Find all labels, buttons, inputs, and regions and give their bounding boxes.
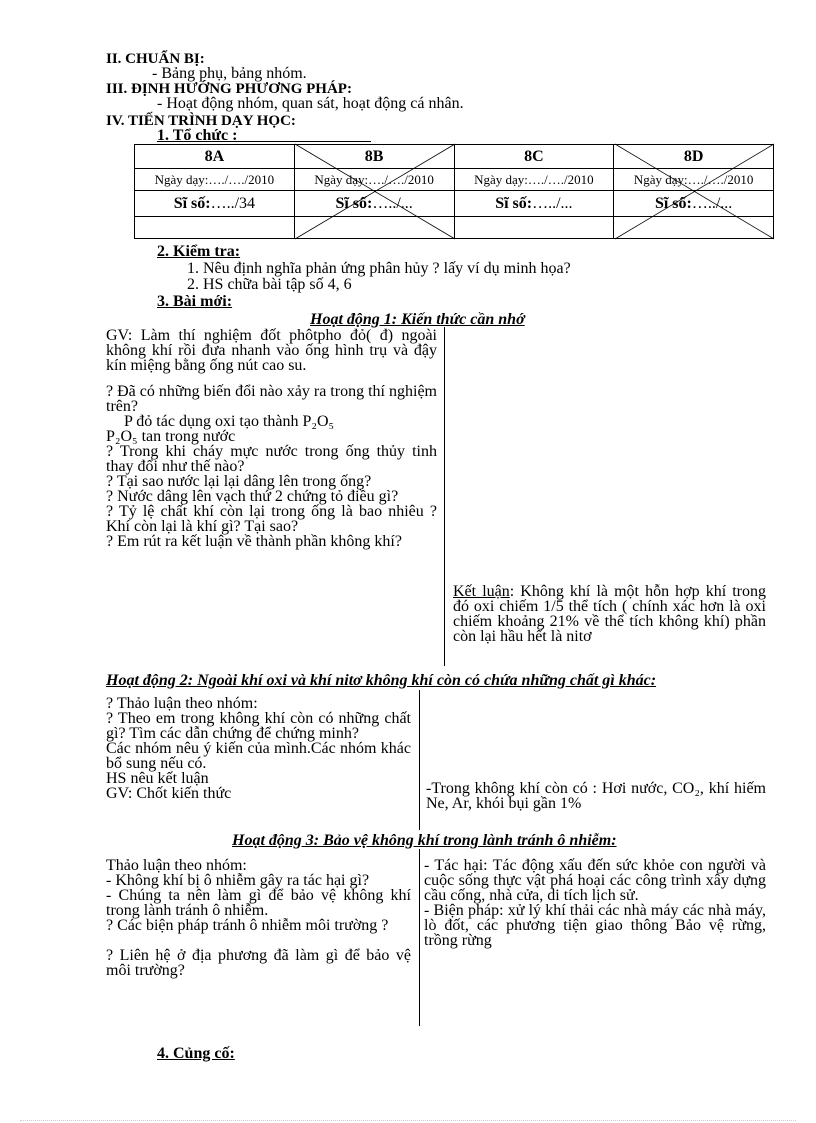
activity3-divider <box>419 849 420 1026</box>
a1-text: ? Tỷ lệ chất khí còn lại trong ống là bao nhiêu ? Khí còn lại là khí gì? Tại sao? <box>106 503 437 535</box>
a3-text: ? Các biện pháp tránh ô nhiễm môi trường ? <box>106 917 389 934</box>
siso-label: Sĩ số: <box>173 194 211 212</box>
activity2-divider <box>419 690 420 830</box>
process-heading: IV. TIẾN TRÌNH DẠY HỌC: <box>106 113 296 129</box>
siso-label: Sĩ số: <box>654 194 692 212</box>
class-date: Ngày dạy:…./…./2010 <box>614 169 774 191</box>
class-name: 8A <box>135 145 295 169</box>
activity2-left <box>106 696 411 801</box>
siso-value: …../34 <box>210 194 256 212</box>
method-heading: III. ĐỊNH HƯỚNG PHƯƠNG PHÁP: <box>106 81 352 97</box>
activity3-right <box>424 858 766 948</box>
a2-text: ? Thảo luận theo nhóm: <box>106 695 258 712</box>
a3-text: Thảo luận theo nhóm: <box>106 857 247 874</box>
a3-text: ? Liên hệ ở địa phương đã làm gì để bảo vệ môi trường? <box>106 947 411 979</box>
page-edge <box>20 1120 796 1121</box>
a3-text: - Không khí bị ô nhiễm gây ra tác hại gì? <box>106 872 370 889</box>
consolidate-heading: 4. Củng cố: <box>157 1045 235 1062</box>
a1-text: P đỏ tác dụng oxi tạo thành P₂O₅ <box>124 413 335 430</box>
siso-value: …../... <box>691 194 733 212</box>
siso-label: Sĩ số: <box>335 194 373 212</box>
activity3-title: Hoạt động 3: Bảo vệ không khí trong lành tránh ô nhiễm: <box>232 832 617 849</box>
a1-text: GV: Làm thí nghiệm đốt phôtpho đỏ( đ) ngoài không khí rồi đưa nhanh vào ống hình trụ và đậy kín miệng bằng ống nút cao su. <box>106 327 437 374</box>
a1-text: ? Đã có những biến đổi nào xảy ra trong thí nghiệm trên? <box>106 383 437 415</box>
activity1-title: Hoạt động 1: Kiến thức cần nhớ <box>310 311 525 328</box>
activity2-title: Hoạt động 2: Ngoài khí oxi và khí nitơ không khí còn có chứa những chất gì khác: <box>106 672 657 689</box>
class-date: Ngày dạy:…./…./2010 <box>294 169 454 191</box>
check-item: 1. Nêu định nghĩa phản ứng phân hủy ? lấy ví dụ minh họa? <box>187 260 571 277</box>
activity1-divider <box>444 327 445 666</box>
cross-out-lines <box>0 0 816 300</box>
a2-text: ? Theo em trong không khí còn có những chất gì? Tìm các dẫn chứng để chứng minh? <box>106 710 411 742</box>
a1-text: P₂O₅ tan trong nước <box>106 428 236 445</box>
class-name: 8B <box>294 145 454 169</box>
a2-text: Các nhóm nêu ý kiến của mình.Các nhóm khác bổ sung nếu có. <box>106 740 411 772</box>
a2-text: GV: Chốt kiến thức <box>106 785 232 802</box>
conclusion-label: Kết luận <box>453 583 510 600</box>
siso-value: …../... <box>372 194 413 212</box>
prep-item: - Bảng phụ, bảng nhóm. <box>152 65 307 82</box>
prep-heading: II. CHUẨN BỊ: <box>106 51 205 67</box>
org-heading: 1. Tổ chức : <box>157 127 238 144</box>
activity1-left <box>106 328 437 549</box>
class-date: Ngày dạy:…./…./2010 <box>454 169 614 191</box>
class-date: Ngày dạy:…./…./2010 <box>135 169 295 191</box>
check-item: 2. HS chữa bài tập số 4, 6 <box>187 276 352 293</box>
check-heading: 2. Kiểm tra: <box>157 243 241 260</box>
activity1-conclusion <box>453 584 766 644</box>
a1-text: ? Em rút ra kết luận về thành phần không khí? <box>106 533 402 550</box>
a3-right-text: - Tác hại: Tác động xấu đến sức khỏe con người và cuộc sống thực vật phá hoại các công trình xây dựng cầu cống, nhà cửa, di tích lịch sử. <box>424 857 766 904</box>
lesson-heading: 3. Bài mới: <box>157 293 233 310</box>
conclusion-text: : Không khí là một hỗn hợp khí trong đó oxi chiếm 1/5 thể tích ( chính xác hơn là oxi chiếm khoảng 21% về thể tích không khí) phần còn lại hầu hết là nitơ <box>453 583 767 645</box>
activity2-right: -Trong không khí còn có : Hơi nước, CO₂, khí hiếm Ne, Ar, khói bụi gần 1% <box>426 780 766 812</box>
a2-text: HS nêu kết luận <box>106 770 209 787</box>
a1-text: ? Tại sao nước lại lại dâng lên trong ống? <box>106 473 372 490</box>
class-name: 8C <box>454 145 614 169</box>
class-name: 8D <box>614 145 774 169</box>
siso-value: …../... <box>532 194 573 212</box>
method-item: - Hoạt động nhóm, quan sát, hoạt động cá nhân. <box>157 95 464 112</box>
a1-text: ? Trong khi cháy mực nước trong ống thủy tinh thay đổi như thế nào? <box>106 443 437 475</box>
a3-text: - Chúng ta nên làm gì để bảo vệ không khí trong lành tránh ô nhiễm. <box>106 887 411 919</box>
activity3-left <box>106 858 411 978</box>
a1-text: ? Nước dâng lên vạch thứ 2 chứng tỏ điều gì? <box>106 488 399 505</box>
siso-label: Sĩ số: <box>495 194 533 212</box>
a3-right-text: - Biện pháp: xử lý khí thải các nhà máy các nhà máy, lò đốt, các phương tiện giao thông Bảo vệ rừng, trồng rừng <box>424 902 766 949</box>
